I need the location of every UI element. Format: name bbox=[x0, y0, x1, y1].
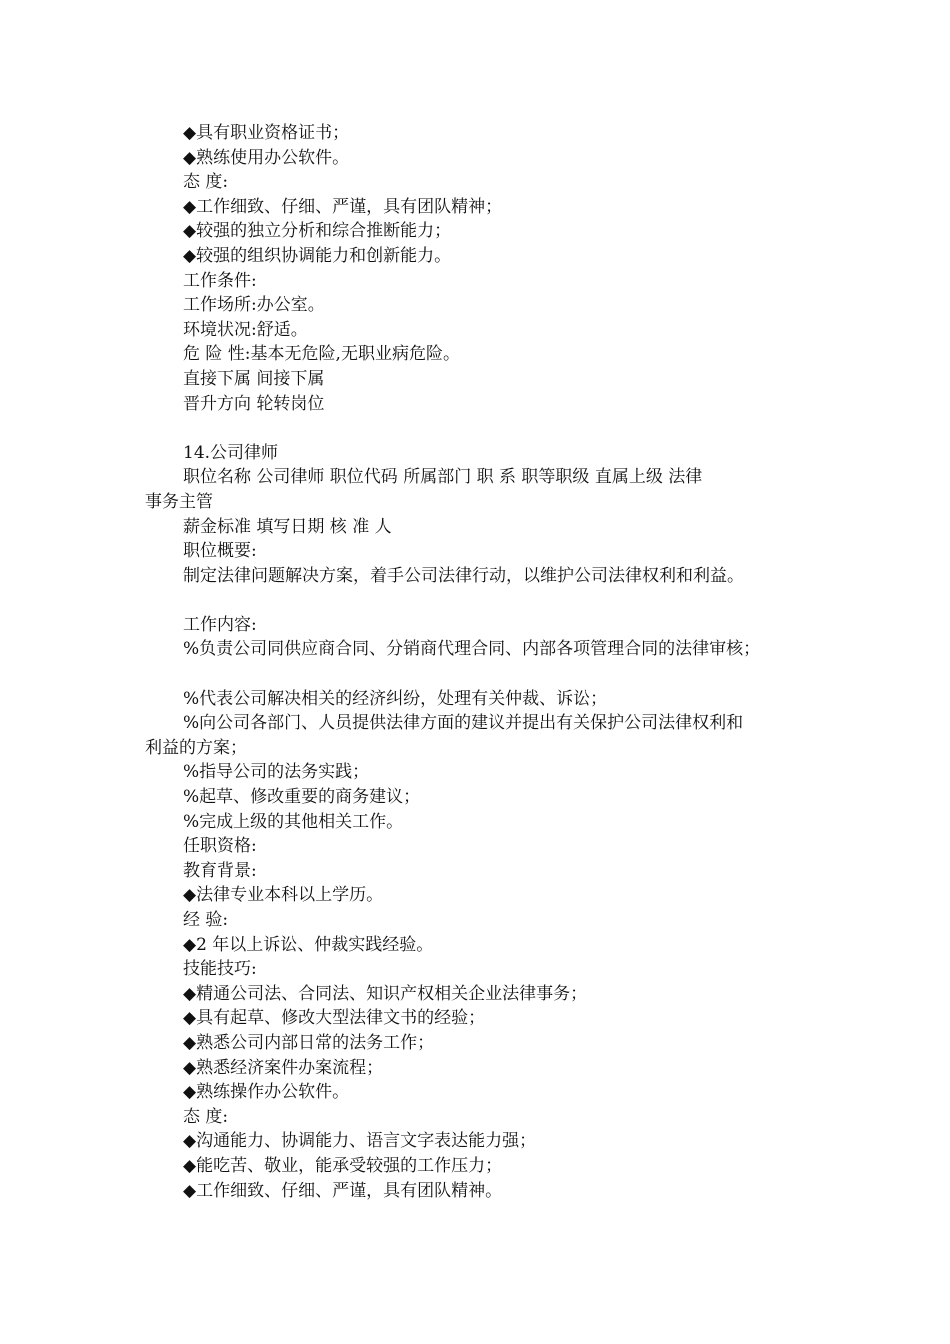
text-line: 工作内容: bbox=[183, 614, 257, 635]
blank-line bbox=[0, 416, 950, 441]
text-line: ◆法律专业本科以上学历。 bbox=[183, 885, 384, 906]
text-line: 职位概要: bbox=[183, 541, 257, 562]
text-line: ◆熟练使用办公软件。 bbox=[183, 147, 350, 168]
text-line: 直接下属 间接下属 bbox=[183, 368, 325, 389]
text-line: 危 险 性:基本无危险,无职业病危险。 bbox=[183, 344, 460, 365]
text-line: 态 度: bbox=[183, 1106, 229, 1127]
text-line: ◆2 年以上诉讼、仲裁实践经验。 bbox=[183, 934, 434, 955]
text-line: ◆具有起草、修改大型法律文书的经验； bbox=[183, 1008, 486, 1029]
text-line: 任职资格: bbox=[183, 836, 257, 857]
text-line: 薪金标准 填写日期 核 准 人 bbox=[183, 516, 392, 537]
text-line: 工作条件: bbox=[183, 270, 257, 291]
text-line: %指导公司的法务实践； bbox=[183, 762, 370, 783]
text-line: %负责公司同供应商合同、分销商代理合同、内部各项管理合同的法律审核； bbox=[183, 639, 761, 660]
text-line: %完成上级的其他相关工作。 bbox=[183, 811, 404, 832]
text-line: ◆工作细致、仔细、严谨，具有团队精神。 bbox=[183, 1180, 503, 1201]
text-line: 工作场所:办公室。 bbox=[183, 295, 325, 316]
text-line: ◆熟悉公司内部日常的法务工作； bbox=[183, 1032, 435, 1053]
text-line: 职位名称 公司律师 职位代码 所属部门 职 系 职等职级 直属上级 法律 bbox=[183, 467, 703, 488]
text-line: 经 验: bbox=[183, 910, 229, 930]
text-line: ◆工作细致、仔细、严谨，具有团队精神； bbox=[183, 196, 503, 217]
text-line: ◆沟通能力、协调能力、语言文字表达能力强； bbox=[183, 1131, 537, 1152]
text-line: 教育背景: bbox=[183, 860, 257, 881]
blank-line bbox=[0, 588, 950, 613]
document-body bbox=[0, 121, 950, 1203]
text-line: %起草、修改重要的商务建议； bbox=[183, 787, 421, 808]
text-line: 利益的方案； bbox=[145, 737, 247, 758]
text-line: 环境状况:舒适。 bbox=[183, 319, 308, 340]
text-line: %向公司各部门、人员提供法律方面的建议并提出有关保护公司法律权利和 bbox=[183, 713, 744, 734]
text-line: ◆较强的独立分析和综合推断能力； bbox=[183, 221, 452, 242]
text-line: ◆能吃苦、敬业，能承受较强的工作压力； bbox=[183, 1155, 503, 1176]
text-line: 事务主管 bbox=[145, 491, 213, 512]
blank-line bbox=[0, 662, 950, 687]
text-line: 14.公司律师 bbox=[183, 442, 279, 463]
text-line: ◆较强的组织协调能力和创新能力。 bbox=[183, 245, 452, 266]
text-line: ◆具有职业资格证书； bbox=[183, 123, 350, 143]
text-line: 制定法律问题解决方案，着手公司法律行动，以维护公司法律权利和利益。 bbox=[183, 565, 744, 586]
text-line: 态 度: bbox=[183, 172, 229, 193]
text-line: ◆精通公司法、合同法、知识产权相关企业法律事务； bbox=[183, 983, 588, 1004]
text-line: 晋升方向 轮转岗位 bbox=[183, 393, 325, 414]
text-line: ◆熟悉经济案件办案流程； bbox=[183, 1057, 384, 1078]
text-line: 技能技巧: bbox=[183, 959, 257, 980]
text-line: ◆熟练操作办公软件。 bbox=[183, 1082, 350, 1103]
text-line: %代表公司解决相关的经济纠纷，处理有关仲裁、诉讼； bbox=[183, 688, 608, 709]
